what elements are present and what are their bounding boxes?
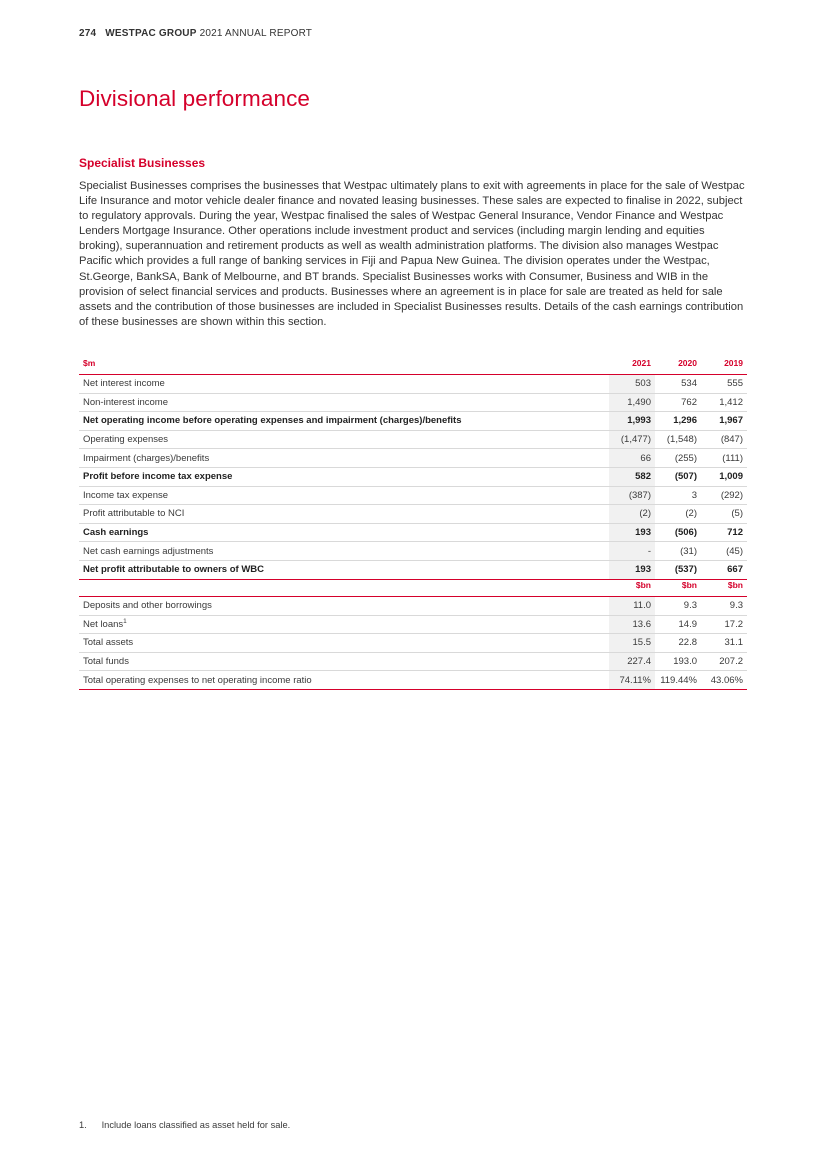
cell-2019: 17.2 [701,615,747,634]
footnote-marker: 1 [123,617,127,625]
cell-2020: 1,296 [655,412,701,431]
table-row [79,505,747,524]
row-label: Total assets [79,634,609,653]
cell-2019: (111) [701,449,747,468]
row-label: Cash earnings [79,523,609,542]
table-row [79,652,747,671]
cell-2021: 11.0 [609,597,655,616]
table-row-total [79,523,747,542]
row-label [79,615,609,634]
table-row [79,430,747,449]
row-label: Net operating income before operating expenses and impairment (charges)/benefits [79,412,609,431]
table-row [79,449,747,468]
table-row [79,542,747,561]
col-2020-unit: $bn [655,574,701,597]
table-row [79,597,747,616]
cell-2021: 193 [609,560,655,579]
table-row [79,486,747,505]
cell-2021: (1,477) [609,430,655,449]
cell-2021: 582 [609,467,655,486]
row-label: Net profit attributable to owners of WBC [79,560,609,579]
table-row [79,615,747,634]
balance-table [79,574,747,690]
cell-2019: 207.2 [701,652,747,671]
cell-2021: 15.5 [609,634,655,653]
cell-2020: 534 [655,375,701,394]
page-number: 274 [79,28,97,39]
row-label: Net interest income [79,375,609,394]
unit-label: $m [79,352,609,375]
cell-2019: 43.06% [701,671,747,690]
cell-2020: 14.9 [655,615,701,634]
col-2021: 2021 [609,352,655,375]
cell-2020: 9.3 [655,597,701,616]
cell-2019: (5) [701,505,747,524]
cell-2021: 227.4 [609,652,655,671]
col-2019: 2019 [701,352,747,375]
cell-2019: 712 [701,523,747,542]
table-row [79,634,747,653]
table-row-total [79,467,747,486]
cell-2020: 22.8 [655,634,701,653]
cell-2021: (387) [609,486,655,505]
income-table [79,352,747,580]
cell-2021: 74.11% [609,671,655,690]
cell-2020: 119.44% [655,671,701,690]
row-label: Non-interest income [79,393,609,412]
cell-2021: - [609,542,655,561]
cell-2020: (31) [655,542,701,561]
cell-2020: (537) [655,560,701,579]
table-row [79,375,747,394]
cell-2020: 193.0 [655,652,701,671]
row-label: Profit attributable to NCI [79,505,609,524]
cell-2019: 555 [701,375,747,394]
footnote [79,1120,290,1130]
table-row [79,393,747,412]
cell-2020: (2) [655,505,701,524]
unit-label [79,574,609,597]
cell-2019: (45) [701,542,747,561]
cell-2020: (1,548) [655,430,701,449]
cell-2020: (255) [655,449,701,468]
row-label: Operating expenses [79,430,609,449]
cell-2020: (506) [655,523,701,542]
footnote-number: 1. [79,1120,87,1130]
cell-2019: (847) [701,430,747,449]
cell-2020: 3 [655,486,701,505]
cell-2020: 762 [655,393,701,412]
cell-2021: 503 [609,375,655,394]
cell-2019: 1,412 [701,393,747,412]
cell-2021: 66 [609,449,655,468]
row-label: Deposits and other borrowings [79,597,609,616]
table-header-row [79,352,747,375]
col-2020: 2020 [655,352,701,375]
row-label: Net cash earnings adjustments [79,542,609,561]
cell-2019: (292) [701,486,747,505]
cell-2021: 193 [609,523,655,542]
cell-2021: (2) [609,505,655,524]
net-loans-label: Net loans [83,618,124,630]
cell-2020: (507) [655,467,701,486]
row-label: Impairment (charges)/benefits [79,449,609,468]
cell-2019: 1,009 [701,467,747,486]
company-name: WESTPAC GROUP [105,28,197,39]
page-header [79,28,312,39]
page-title: Divisional performance [79,86,311,111]
cell-2019: 31.1 [701,634,747,653]
cell-2021: 13.6 [609,615,655,634]
table-row [79,671,747,690]
report-name: 2021 ANNUAL REPORT [199,28,313,39]
table-row-total [79,412,747,431]
row-label: Profit before income tax expense [79,467,609,486]
row-label: Income tax expense [79,486,609,505]
table-header-row [79,574,747,597]
cell-2019: 1,967 [701,412,747,431]
cell-2019: 9.3 [701,597,747,616]
col-2021-unit: $bn [609,574,655,597]
section-heading: Specialist Businesses [79,156,206,170]
cell-2019: 667 [701,560,747,579]
section-body: Specialist Businesses comprises the businesses that Westpac ultimately plans to exit with agreements in place for the sale of Westpac Life Insurance and motor vehicle dealer finance and novated leasing businesses. These sales are expected to finalise in 2022, subject to regulatory approvals. During the year, Westpac finalised the sales of Westpac General Insurance, Vendor Finance and Westpac Lenders Mortgage Insurance. Other operations include investment product and services (including margin lending and equities broking), superannuation and retirement products as well as wealth administration platforms. The division also manages Westpac Pacific which provides a full range of banking services in Fiji and Papua New Guinea. The division operates under the Westpac, St.George, BankSA, Bank of Melbourne, and BT brands. Specialist Businesses works with Consumer, Business and WIB in the provision of select financial services and products. Businesses where an agreement is in place for sale are treated as held for sale assets and the contribution of those businesses are included in Specialist Businesses results. Details of the cash earnings contribution of these businesses are shown within this section. [79,180,745,328]
row-label: Total funds [79,652,609,671]
col-2019-unit: $bn [701,574,747,597]
cell-2021: 1,490 [609,393,655,412]
cell-2021: 1,993 [609,412,655,431]
footnote-text: Include loans classified as asset held for sale. [101,1120,291,1130]
row-label: Total operating expenses to net operating income ratio [79,671,609,690]
